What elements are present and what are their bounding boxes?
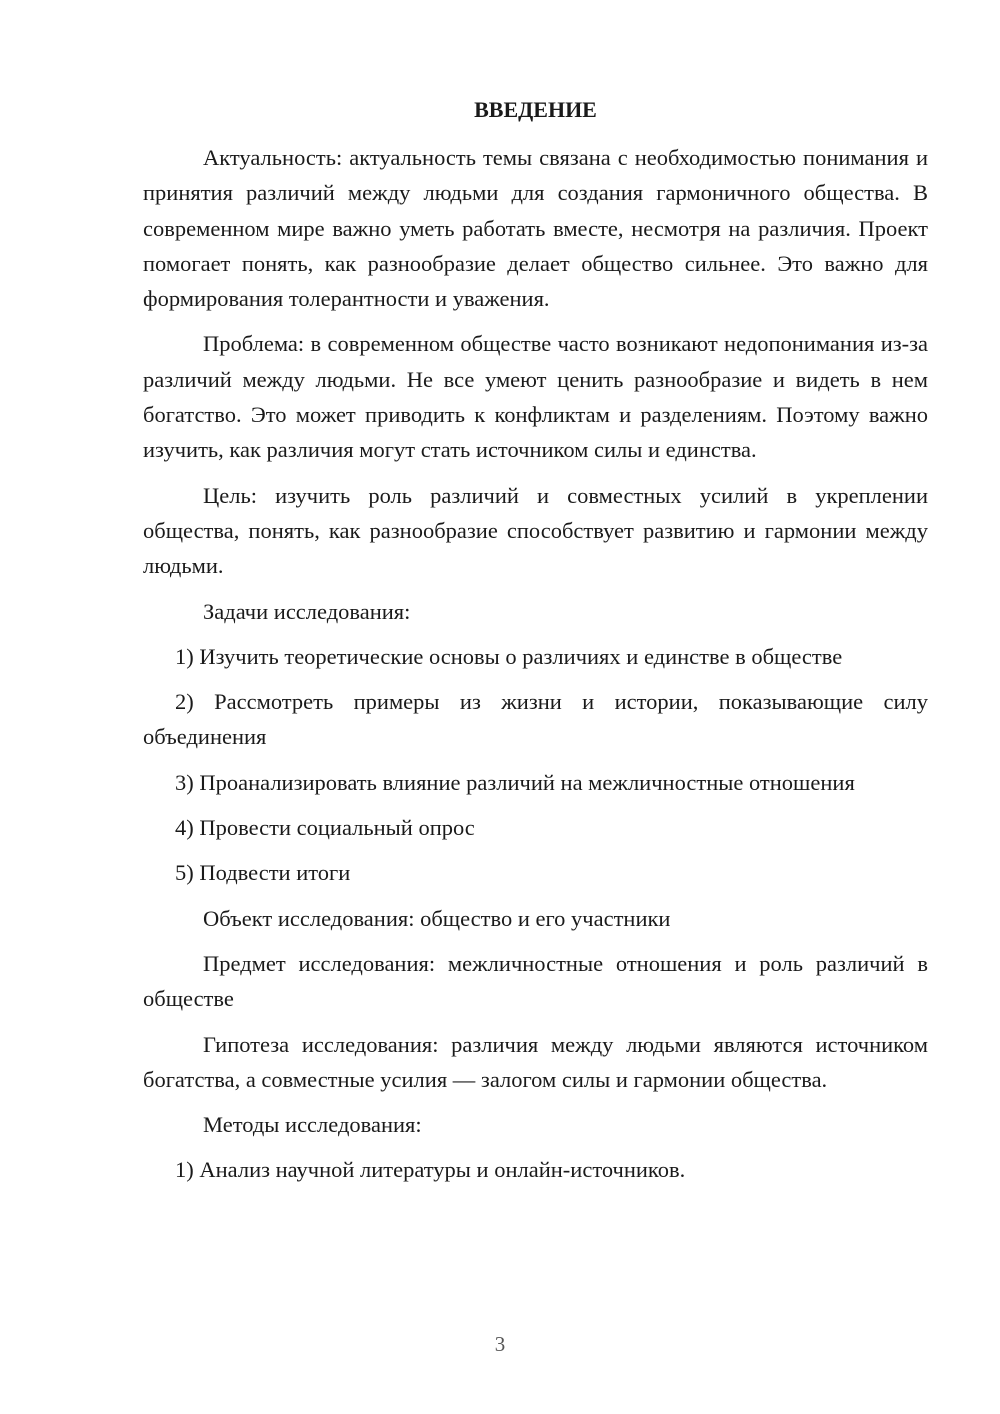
subject-paragraph: Предмет исследования: межличностные отношения и роль различий в обществе (143, 950, 928, 1012)
object-paragraph: Объект исследования: общество и его участники (203, 905, 671, 931)
hypothesis-paragraph: Гипотеза исследования: различия между людьми являются источником богатства, а совместные усилия — залогом силы и гармонии общества. (143, 1031, 928, 1092)
task-item-4: 4) Провести социальный опрос (175, 815, 475, 841)
goal-paragraph: Цель: изучить роль различий и совместных усилий в укреплении общества, понять, как разнообразие способствует развитию и гармонии между людьми. (143, 482, 928, 579)
task-item-3: 3) Проанализировать влияние различий на межличностные отношения (175, 769, 855, 795)
page-content (143, 92, 928, 1198)
tasks-heading: Задачи исследования: (203, 598, 411, 624)
problem-paragraph: Проблема: в современном обществе часто возникают недопонимания из-за различий между людьми. Не все умеют ценить разнообразие и видеть в нем богатство. Это может приводить к конфликтам и разделениям. Поэтому важно изучить, как различия могут стать источником силы и единства. (143, 331, 928, 463)
section-title: ВВЕДЕНИЕ (474, 97, 597, 122)
relevance-paragraph: Актуальность: актуальность темы связана с необходимостью понимания и принятия различий между людьми для создания гармоничного общества. В современном мире важно уметь работать вместе, несмотря на различия. Проект помогает понять, как разнообразие делает общество сильнее. Это важно для формирования толерантности и уважения. (143, 145, 928, 312)
task-item-1: 1) Изучить теоретические основы о различиях и единстве в обществе (175, 643, 843, 669)
page-number: 3 (494, 1332, 506, 1356)
task-item-5: 5) Подвести итоги (175, 860, 351, 886)
method-item-1: 1) Анализ научной литературы и онлайн-источников. (175, 1157, 686, 1183)
task-item-2: 2) Рассмотреть примеры из жизни и истории, показывающие силу объединения (143, 689, 928, 750)
methods-heading: Методы исследования: (203, 1112, 422, 1138)
